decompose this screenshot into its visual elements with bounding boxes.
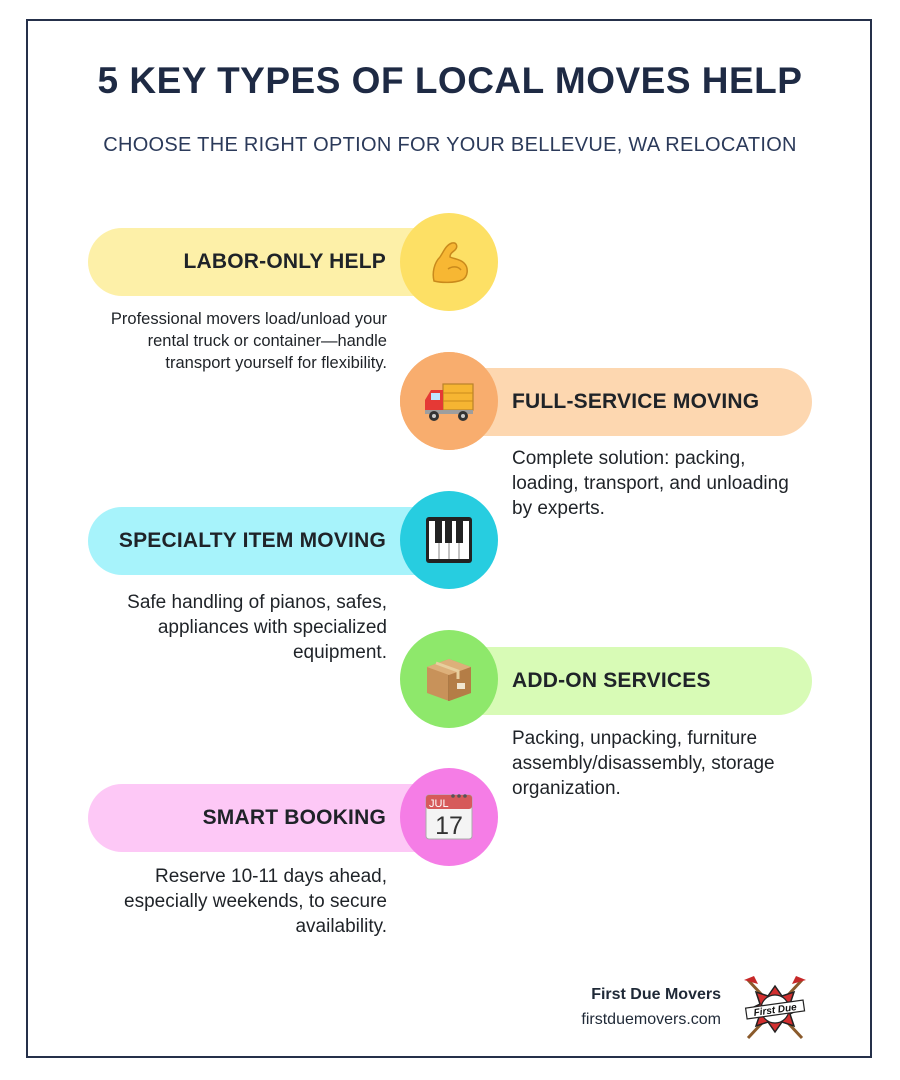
full-service-icon-holder [400, 352, 498, 450]
page-title: 5 KEY TYPES OF LOCAL MOVES HELP [97, 60, 803, 101]
calendar-icon [423, 791, 475, 843]
calendar-day: 17 [435, 812, 463, 840]
labor-only-title: LABOR-ONLY HELP [183, 250, 386, 273]
delivery-truck-icon [421, 376, 477, 426]
labor-only-circle [400, 213, 498, 311]
full-service-title: FULL-SERVICE MOVING [512, 390, 760, 413]
smart-booking-title: SMART BOOKING [202, 806, 386, 829]
specialty-item-pill [88, 507, 438, 575]
piano-keys-icon [424, 515, 474, 565]
specialty-item-title: SPECIALTY ITEM MOVING [118, 529, 386, 552]
company-name: First Due Movers [591, 986, 721, 1003]
page-subtitle: CHOOSE THE RIGHT OPTION FOR YOUR BELLEVUE, WA RELOCATION [103, 134, 797, 156]
labor-only-description: Professional movers load/unload your rental truck or container—handle transport yourself for flexibility. [110, 310, 387, 372]
company-website[interactable]: firstduemovers.com [581, 1011, 721, 1028]
specialty-item-description: Safe handling of pianos, safes, appliances with specialized equipment. [127, 592, 387, 663]
logo-text: First Due [752, 1002, 798, 1019]
add-on-services-circle [400, 630, 498, 728]
add-on-services-title: ADD-ON SERVICES [512, 669, 711, 692]
add-on-services-description: Packing, unpacking, furniture assembly/disassembly, storage organization. [512, 728, 775, 799]
labor-only-pill [88, 228, 438, 296]
flexed-biceps-icon [424, 237, 474, 287]
package-box-icon [423, 653, 475, 705]
full-service-description: Complete solution: packing, loading, transport, and unloading by experts. [512, 448, 789, 519]
add-on-services-pill [460, 647, 812, 715]
smart-booking-pill [88, 784, 438, 852]
smart-booking-description: Reserve 10-11 days ahead, especially weekends, to secure availability. [124, 866, 387, 937]
full-service-pill [460, 368, 812, 436]
smart-booking-circle [400, 768, 498, 866]
specialty-item-circle [400, 491, 498, 589]
first-due-logo [740, 974, 810, 1044]
calendar-month: JUL [429, 798, 449, 810]
